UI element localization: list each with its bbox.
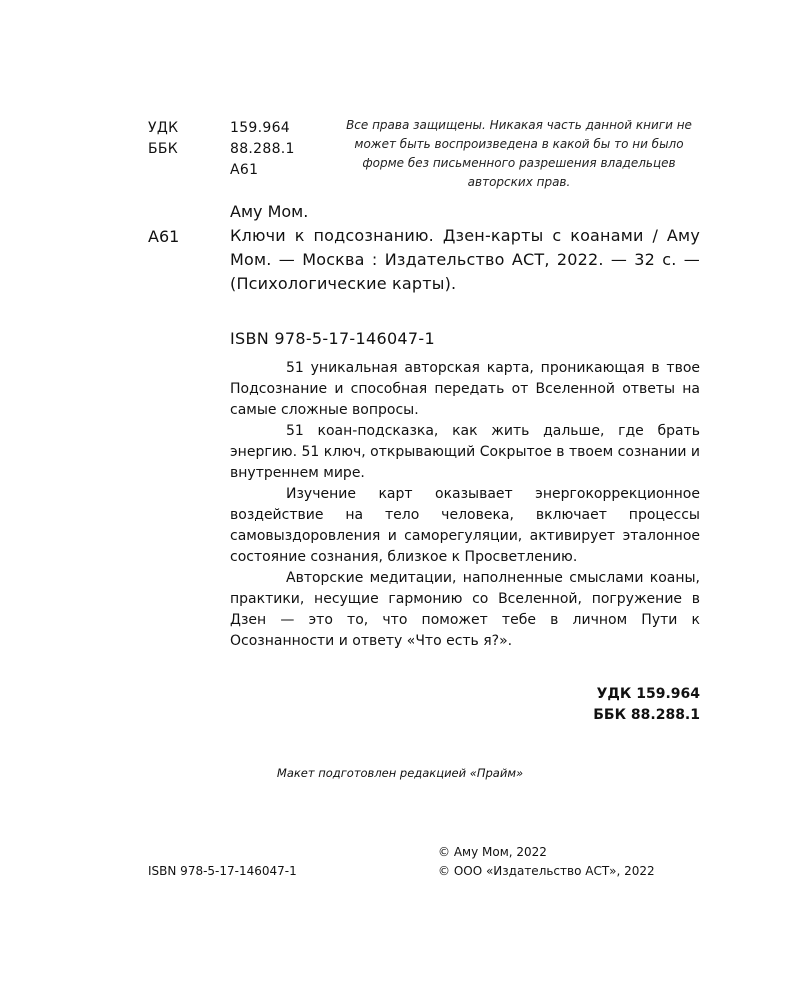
- copyright-publisher: © ООО «Издательство АСТ», 2022: [438, 864, 655, 878]
- copyright-author: © Аму Мом, 2022: [438, 845, 547, 859]
- author-heading: Аму Мом.: [230, 202, 309, 221]
- copyright-lines: [438, 843, 655, 881]
- index-udk: УДК 159.964: [596, 686, 700, 702]
- isbn-line: ISBN 978-5-17-146047-1: [230, 329, 435, 348]
- copyright-notice: Все права защищены. Никакая часть данной книги не может быть воспроизведена в какой бы то ни было форме без письменного разрешения владельцев авторских прав.: [346, 118, 692, 189]
- bbk-label: ББК: [148, 141, 179, 157]
- annotation-paragraph: 51 коан-подсказка, как жить дальше, где брать энергию. 51 ключ, открывающий Сокрытое в твоем сознании и внутреннем мире.: [230, 423, 700, 481]
- annotation-paragraph: 51 уникальная авторская карта, проникающая в твое Подсознание и способная передать от Вселенной ответы на самые сложные вопросы.: [230, 360, 700, 418]
- annotation-paragraph: Авторские медитации, наполненные смыслами коаны, практики, несущие гармонию со Вселенной, погружение в Дзен — это то, что поможет тебе в личном Пути к Осознанности и ответу «Что есть я?».: [230, 570, 700, 649]
- isbn-bottom: ISBN 978-5-17-146047-1: [148, 864, 297, 878]
- bbk-value: 88.288.1: [230, 141, 295, 157]
- udk-label: УДК: [148, 120, 179, 136]
- annotation: [230, 358, 700, 652]
- index-bbk: ББК 88.288.1: [593, 707, 700, 723]
- author-mark: А61: [230, 162, 259, 178]
- annotation-paragraph: Изучение карт оказывает энергокоррекционное воздействие на тело человека, включает процессы самовыздоровления и саморегуляции, активирует эталонное состояние сознания, близкое к Просветлению.: [230, 486, 700, 565]
- udk-value: 159.964: [230, 120, 290, 136]
- prepared-by: Макет подготовлен редакцией «Прайм»: [276, 766, 524, 780]
- catalog-mark: А61: [148, 227, 180, 246]
- bibliographic-record: Ключи к подсознанию. Дзен-карты с коанами / Аму Мом. — Москва : Издательство АСТ, 2022. — 32 с. — (Психологические карты).: [230, 226, 700, 293]
- index-footer: [480, 684, 700, 726]
